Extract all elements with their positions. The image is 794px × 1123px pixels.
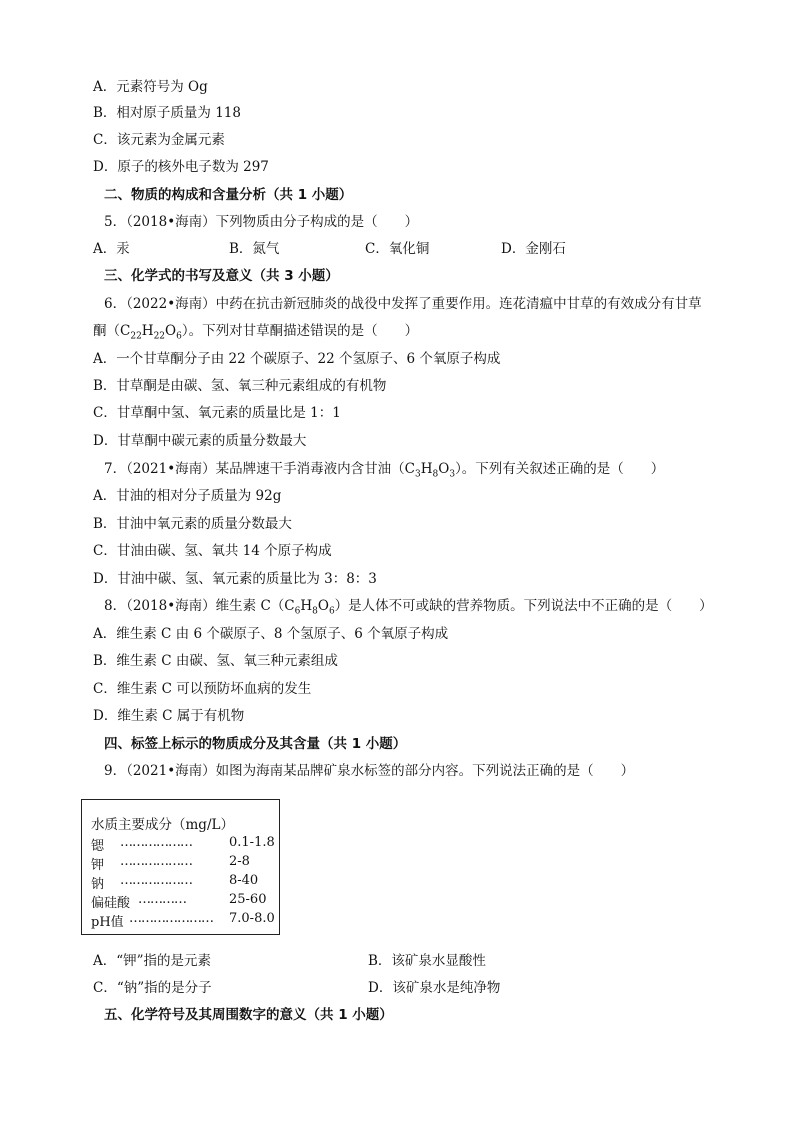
q4-option-c: C．该元素为金属元素 — [93, 132, 225, 148]
section-2-heading: 二、物质的构成和含量分析（共 1 小题） — [104, 187, 353, 203]
q9-stem: 9．（2021•海南）如图为海南某品牌矿泉水标签的部分内容。下列说法正确的是（ ） — [104, 763, 635, 779]
q8-option-c: C．维生素 C 可以预防坏血病的发生 — [93, 681, 312, 697]
water-label-title: 水质主要成分（mg/L） — [91, 817, 234, 833]
q5-options — [93, 240, 637, 258]
q9-option-c: C．“钠”指的是分子 — [93, 980, 212, 996]
q9-options-row2 — [93, 979, 643, 997]
section-4-heading: 四、标签上标示的物质成分及其含量（共 1 小题） — [104, 736, 407, 752]
q7-option-b: B．甘油中氧元素的质量分数最大 — [93, 516, 292, 532]
section-3-heading: 三、化学式的书写及意义（共 3 小题） — [104, 268, 339, 284]
q6-option-b: B．甘草酮是由碳、氢、氧三种元素组成的有机物 — [93, 378, 387, 394]
section-5-heading: 五、化学符号及其周围数字的意义（共 1 小题） — [104, 1007, 393, 1023]
q7-option-a: A．甘油的相对分子质量为 92g — [93, 488, 282, 504]
q9-option-b: B．该矿泉水显酸性 — [368, 953, 486, 969]
q5-stem: 5．（2018•海南）下列物质由分子构成的是（ ） — [104, 214, 419, 230]
q4-option-d: D．原子的核外电子数为 297 — [93, 159, 269, 175]
q5-option-a: A．汞 — [93, 241, 130, 257]
water-label-row: 钠 ……………… 8-40 — [91, 873, 259, 892]
q6-option-c: C．甘草酮中氢、氧元素的质量比是 1：1 — [93, 405, 341, 421]
water-label-row: pH值 ………………… 7.0-8.0 — [91, 911, 275, 930]
water-label-row: 钾 ……………… 2-8 — [91, 854, 250, 873]
q6-stem-line1: 6．（2022•海南）中药在抗击新冠肺炎的战役中发挥了重要作用。连花清瘟中甘草的有效成分有甘草 — [104, 296, 702, 312]
q9-option-d: D．该矿泉水是纯净物 — [368, 980, 501, 996]
q8-option-b: B．维生素 C 由碳、氢、氧三种元素组成 — [93, 653, 338, 669]
q8-option-a: A．维生素 C 由 6 个碳原子、8 个氢原子、6 个氧原子构成 — [93, 626, 449, 642]
water-label-row: 锶 ……………… 0.1-1.8 — [91, 835, 275, 854]
q7-option-c: C．甘油由碳、氢、氧共 14 个原子构成 — [93, 543, 332, 559]
q6-stem-line2: 酮$(C_{22}H_{22}O_6)$。下列对甘草酮描述错误的是（ ） — [93, 323, 419, 342]
q9-options-row1 — [93, 952, 643, 970]
water-label-row: 偏硅酸 ………… 25-60 — [91, 892, 267, 911]
q9-option-a: A．“钾”指的是元素 — [93, 953, 212, 969]
q5-option-d: D．金刚石 — [501, 241, 566, 257]
q8-stem: 8．（2018•海南）维生素 $C(C_6H_8O_6)$是人体不可或缺的营养物质。下列说法中不正确的是（ ） — [104, 598, 713, 617]
q7-stem: 7．（2021•海南）某品牌速干手消毒液内含甘油$(C_3H_8O_3)$。下列有关叙述正确的是（ ） — [104, 461, 665, 480]
water-label-figure — [81, 799, 280, 935]
q5-option-b: B．氮气 — [229, 241, 280, 257]
q5-option-c: C．氧化铜 — [365, 241, 430, 257]
q6-option-d: D．甘草酮中碳元素的质量分数最大 — [93, 433, 307, 449]
q4-option-b: B．相对原子质量为 118 — [93, 105, 241, 121]
q7-option-d: D．甘油中碳、氢、氧元素的质量比为 3：8：3 — [93, 571, 377, 587]
q8-option-d: D．维生素 C 属于有机物 — [93, 708, 245, 724]
q4-option-a: A．元素符号为 Og — [93, 79, 208, 95]
q6-option-a: A．一个甘草酮分子由 22 个碳原子、22 个氢原子、6 个氧原子构成 — [93, 351, 501, 367]
